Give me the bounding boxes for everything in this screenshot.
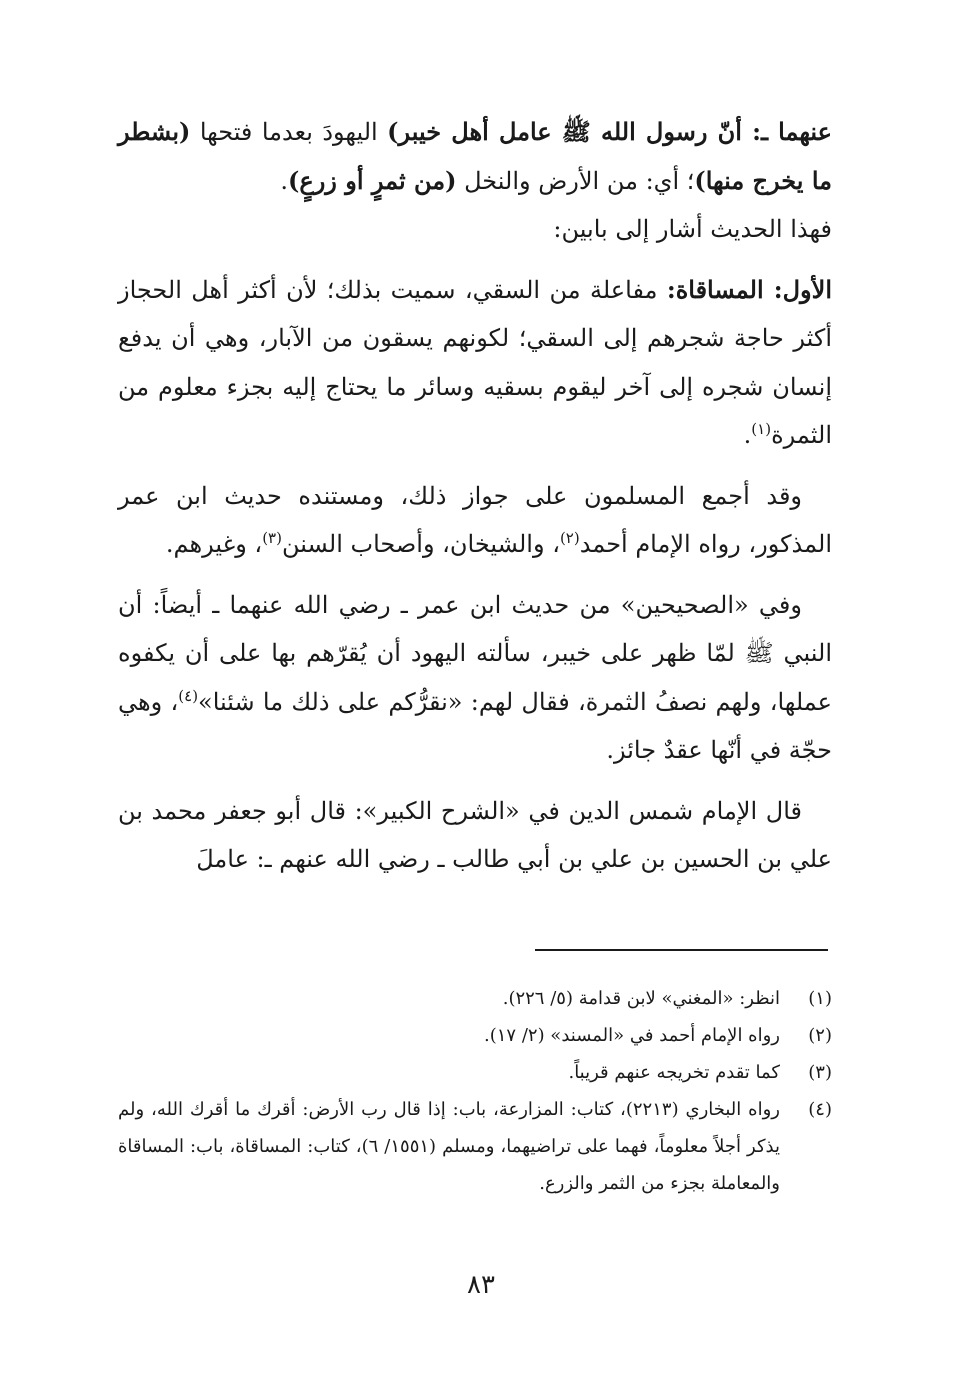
paragraph-3-body: مفاعلة من السقي، سميت بذلك؛ لأن أكثر أهل الحجاز أكثر حاجة شجرهم إلى السقي؛ لكونهم يسقون من الآبار، وهي أن يدفع إنسان شجره إلى آخر ليقوم بسقيه وسائر ما يحتاج إليه بجزء معلوم من الثمرة — [118, 275, 832, 449]
footnote-1 — [118, 980, 832, 1017]
footnotes — [118, 980, 832, 1202]
footnote-text: رواه البخاري (٢٢١٣)، كتاب: المزارعة، باب: إذا قال رب الأرض: أقرك ما أقرك الله، ولم يذكر أجلاً معلوماً، فهما على تراضيهما، ومسلم (١٥٥١/ ٦)، كتاب: المساقاة، باب: المساقاة والمعاملة بجزء من الثمر والزرع. — [118, 1099, 781, 1194]
paragraph-6 — [118, 787, 832, 884]
paragraph-4-segment-2: ، والشيخان، وأصحاب السنن — [281, 530, 560, 558]
paragraph-3-heading: الأول: المساقاة: — [666, 274, 832, 304]
page-number: ٨٣ — [467, 1270, 495, 1300]
footnote-number: (٢) — [808, 1025, 832, 1046]
paragraph-3-end: . — [743, 421, 752, 449]
footnote-3 — [118, 1054, 832, 1091]
footnote-ref-2: (٢) — [559, 529, 580, 547]
footnote-ref-1: (١) — [751, 420, 772, 438]
paragraph-4-segment-3: ، وغيرهم. — [165, 530, 263, 558]
paragraph-2 — [118, 205, 832, 254]
paragraph-1-segment-5: (من ثمرٍ أو زرعٍ) — [288, 165, 457, 195]
paragraph-2-segment-1: فهذا الحديث أشار إلى بابين: — [553, 215, 832, 243]
paragraph-1 — [118, 108, 832, 205]
paragraph-1-segment-6: . — [280, 166, 289, 195]
paragraph-4 — [118, 472, 832, 569]
footnote-number: (٤) — [808, 1099, 832, 1120]
paragraph-3 — [118, 266, 832, 460]
paragraph-1-segment-4: ؛ أي: من الأرض والنخل — [456, 166, 695, 195]
paragraph-6-segment-1: قال الإمام شمس الدين في «الشرح الكبير»: قال أبو جعفر محمد بن علي بن الحسين بن علي بن أبي طالب ـ رضي الله عنهم ـ: عاملَ — [118, 796, 832, 873]
footnote-text: كما تقدم تخريجه عنهم قريباً. — [568, 1062, 780, 1083]
footnote-divider — [535, 949, 828, 951]
footnote-4 — [118, 1091, 832, 1202]
paragraph-4-segment-1: وقد أجمع المسلمون على جواز ذلك، ومستنده حديث ابن عمر المذكور، رواه الإمام أحمد — [118, 481, 832, 558]
footnote-number: (١) — [808, 988, 832, 1009]
paragraph-5 — [118, 581, 832, 775]
paragraph-1-segment-3: (بشطر ما يخرج منها) — [118, 117, 832, 195]
footnote-number: (٣) — [808, 1062, 832, 1083]
paragraph-5-segment-2: ، وهي حجّة في أنّها عقدٌ جائز. — [118, 687, 832, 764]
paragraph-1-segment-1: عنهما ـ: أنّ رسول الله ﷺ عامل أهل خيبر) — [387, 117, 832, 146]
footnote-2 — [118, 1017, 832, 1054]
footnote-ref-3: (٣) — [262, 529, 282, 547]
paragraph-1-segment-2: اليهودَ بعدما فتحها — [190, 118, 388, 146]
footnote-ref-4: (٤) — [178, 686, 199, 705]
footnote-text: رواه الإمام أحمد في «المسند» (٢/ ١٧). — [484, 1025, 780, 1046]
main-text — [118, 108, 832, 884]
paragraph-5-segment-1: وفي «الصحيحين» من حديث ابن عمر ـ رضي الله عنهما ـ أيضاً: أن النبي ﷺ لمّا ظهر على خيبر، سألته اليهود أن يُقرّهم بها على أن يكفوه عملها، ولهم نصفُ الثمرة، فقال لهم: «نقرُّكم على ذلك ما شئنا» — [118, 590, 833, 716]
footnote-text: انظر: «المغني» لابن قدامة (٥/ ٢٢٦). — [502, 988, 780, 1009]
